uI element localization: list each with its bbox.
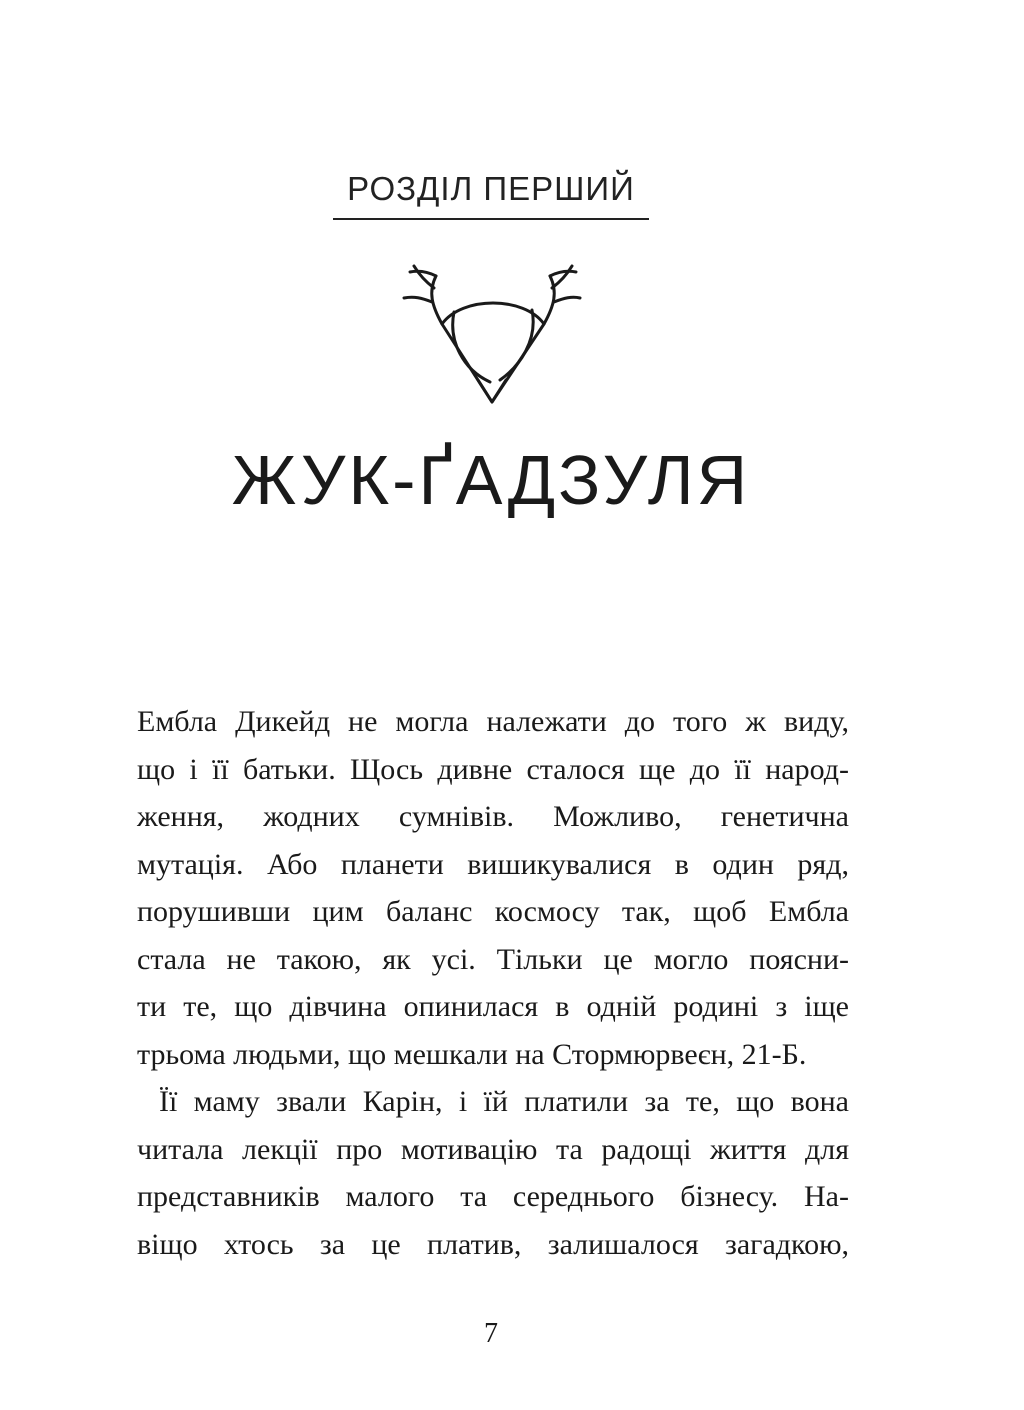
text-line: читала лекції про мотивацію та радощі життя для	[137, 1132, 849, 1166]
text-line: мутація. Або планети вишикувалися в один ряд,	[137, 847, 849, 881]
page-number: 7	[484, 1318, 498, 1349]
text-line: Її маму звали Карін, і їй платили за те, що вона	[159, 1085, 849, 1118]
text-line: ти те, що дівчина опинилася в одній родині з іще	[137, 990, 849, 1023]
deer-antler-emblem-icon	[402, 262, 582, 412]
chapter-label: РОЗДІЛ ПЕРШИЙ	[347, 170, 635, 207]
chapter-underline	[333, 218, 649, 220]
text-line: порушивши цим баланс космосу так, щоб Ембла	[137, 895, 849, 928]
text-line: що і її батьки. Щось дивне сталося ще до її народ-	[137, 752, 849, 786]
body-text	[137, 698, 849, 1268]
text-line: Ембла Дикейд не могла належати до того ж виду,	[137, 705, 849, 738]
text-line: представників малого та середнього бізнесу. На-	[137, 1180, 849, 1213]
chapter-title: ЖУК-ҐАДЗУЛЯ	[231, 441, 751, 519]
text-line: стала не такою, як усі. Тільки це могло поясни-	[137, 942, 849, 976]
text-line: трьома людьми, що мешкали на Стормюрвеєн, 21-Б.	[137, 1037, 807, 1071]
text-line: ження, жодних сумнівів. Можливо, генетична	[137, 800, 849, 833]
text-line: віщо хтось за це платив, залишалося загадкою,	[137, 1227, 849, 1261]
